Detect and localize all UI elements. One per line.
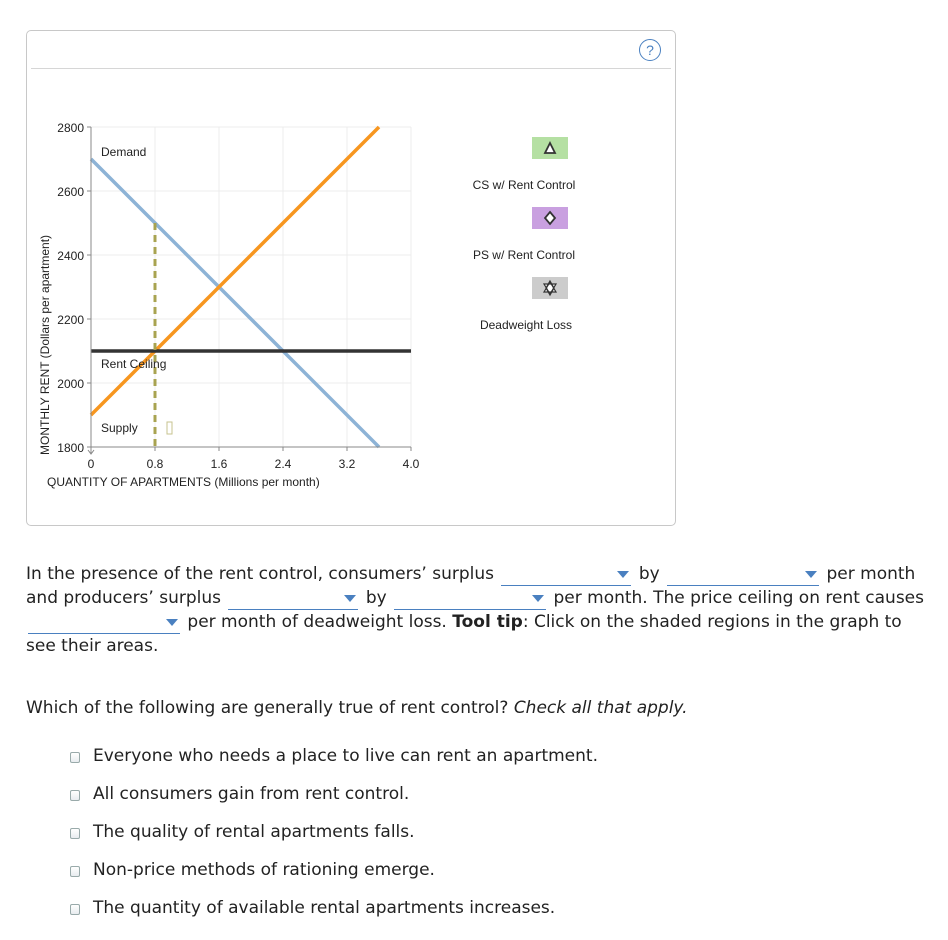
- cs-tool-button[interactable]: [532, 137, 568, 159]
- checkbox[interactable]: [70, 904, 80, 915]
- help-icon: ?: [646, 42, 654, 58]
- option-label: Everyone who needs a place to live can rent an apartment.: [93, 746, 598, 766]
- demand-curve[interactable]: [91, 159, 379, 447]
- chart: [27, 31, 675, 525]
- tooltip-text: : Click on the shaded regions in the graph to see their areas.: [26, 612, 902, 656]
- dwl-tool-label: Deadweight Loss: [479, 318, 573, 332]
- x-tick-label-0.8: 0.8: [146, 457, 164, 471]
- ps-tool-button[interactable]: [532, 207, 568, 229]
- dwl-amount-dropdown[interactable]: [28, 613, 180, 634]
- y-tick-label-2000: 2000: [57, 377, 84, 391]
- chevron-down-icon: [532, 595, 544, 602]
- option-label: The quality of rental apartments falls.: [93, 822, 415, 842]
- cs-tool-label: CS w/ Rent Control: [472, 178, 576, 192]
- check-question: [26, 696, 688, 720]
- x-tick-label-4.0: 4.0: [402, 457, 420, 471]
- checkbox[interactable]: [70, 828, 80, 839]
- supply-curve[interactable]: [91, 127, 379, 415]
- question-part-3: per month and producers’ surplus: [26, 564, 916, 608]
- tooltip-label: Tool tip: [452, 612, 523, 632]
- quantity-marker-handle[interactable]: [167, 422, 172, 434]
- x-axis-title: QUANTITY OF APARTMENTS (Millions per month): [47, 475, 320, 489]
- chevron-down-icon: [166, 619, 178, 626]
- x-tick-label-1.6: 1.6: [210, 457, 228, 471]
- ps-change-dropdown[interactable]: [228, 589, 358, 610]
- y-tick-label-2600: 2600: [57, 185, 84, 199]
- chevron-down-icon: [805, 571, 817, 578]
- supply-label: Supply: [101, 421, 138, 435]
- question-part-2: by: [638, 564, 660, 584]
- checkbox[interactable]: [70, 866, 80, 877]
- check-question-emphasis: Check all that apply.: [513, 698, 688, 718]
- check-question-prefix: Which of the following are generally true of rent control?: [26, 698, 509, 718]
- y-ticks: [87, 127, 91, 447]
- question-text: [26, 562, 926, 658]
- y-axis-title: MONTHLY RENT (Dollars per apartment): [38, 234, 52, 455]
- option-label: The quantity of available rental apartments increases.: [93, 898, 556, 918]
- x-tick-label-3.2: 3.2: [338, 457, 356, 471]
- question-part-4: by: [365, 588, 387, 608]
- option-label: All consumers gain from rent control.: [93, 784, 410, 804]
- checkbox[interactable]: [70, 752, 80, 763]
- ps-tool-label: PS w/ Rent Control: [472, 248, 576, 262]
- question-part-5: per month. The price ceiling on rent causes: [553, 588, 924, 608]
- checkbox[interactable]: [70, 790, 80, 801]
- y-tick-label-2800: 2800: [57, 121, 84, 135]
- question-part-1: In the presence of the rent control, consumers’ surplus: [26, 564, 494, 584]
- grid: [91, 127, 411, 447]
- cs-amount-dropdown[interactable]: [667, 565, 819, 586]
- option-label: Non-price methods of rationing emerge.: [93, 860, 435, 880]
- y-tick-label-2200: 2200: [57, 313, 84, 327]
- chevron-down-icon: [344, 595, 356, 602]
- rent-ceiling-label: Rent Ceiling: [101, 357, 167, 371]
- y-tick-label-1800: 1800: [57, 441, 84, 455]
- dwl-tool-button[interactable]: [532, 277, 568, 299]
- question-part-6: per month of deadweight loss.: [187, 612, 447, 632]
- x-tick-label-2.4: 2.4: [274, 457, 292, 471]
- demand-label: Demand: [101, 145, 147, 159]
- x-tick-label-0: 0: [87, 457, 95, 471]
- cs-change-dropdown[interactable]: [501, 565, 631, 586]
- graph-panel: [26, 30, 676, 526]
- chevron-down-icon: [617, 571, 629, 578]
- x-ticks: [91, 447, 411, 451]
- y-tick-label-2400: 2400: [57, 249, 84, 263]
- ps-amount-dropdown[interactable]: [394, 589, 546, 610]
